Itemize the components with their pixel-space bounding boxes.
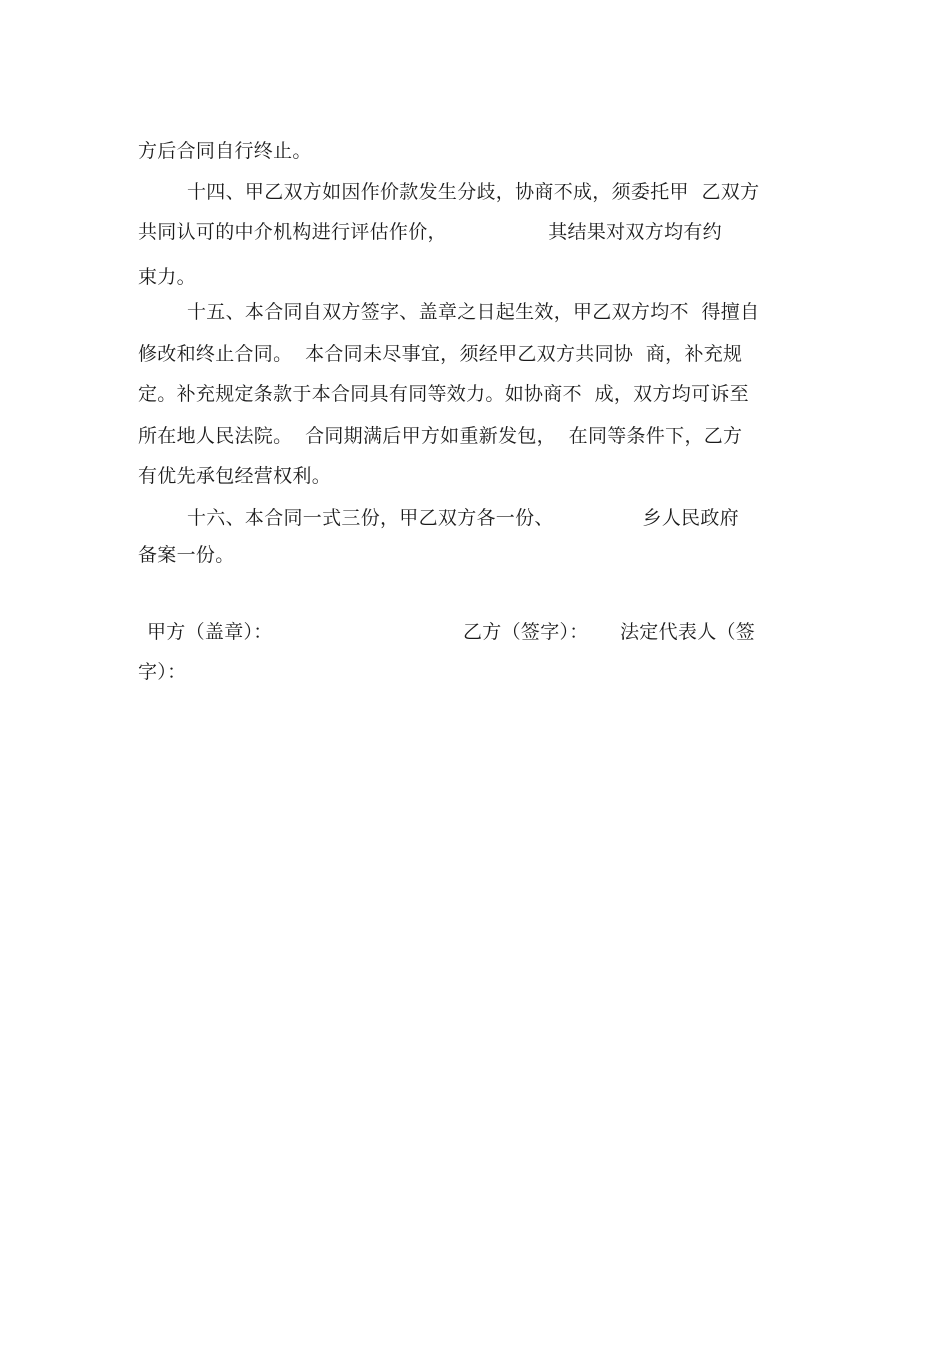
- signature-legal-rep-cont: 字）：: [138, 661, 187, 683]
- clause-14-line-3: 束力。: [138, 266, 196, 288]
- clause-16-line-1: 十六、本合同一式三份，甲乙双方各一份、 乡人民政府: [187, 507, 739, 529]
- clause-14-line-2: 共同认可的中介机构进行评估作价， 其结果对双方均有约: [138, 221, 722, 243]
- text-line-1: 方后合同自行终止。: [138, 140, 312, 162]
- clause-15-line-5: 有优先承包经营权利。: [138, 465, 332, 487]
- signature-party-b: 乙方（签字）：: [463, 621, 589, 643]
- clause-15-line-4: 所在地人民法院。 合同期满后甲方如重新发包， 在同等条件下，乙方: [138, 425, 743, 447]
- clause-16-line-2: 备案一份。: [138, 544, 235, 566]
- clause-15-line-1: 十五、本合同自双方签字、盖章之日起生效，甲乙双方均不 得擅自: [187, 301, 760, 323]
- clause-14-line-1: 十四、甲乙双方如因作价款发生分歧，协商不成，须委托甲 乙双方: [187, 181, 760, 203]
- clause-15-line-2: 修改和终止合同。 本合同未尽事宜，须经甲乙双方共同协 商，补充规: [138, 343, 743, 365]
- clause-15-line-3: 定。补充规定条款于本合同具有同等效力。如协商不 成，双方均可诉至: [138, 383, 749, 405]
- signature-party-a: 甲方（盖章）：: [147, 621, 273, 643]
- signature-legal-rep: 法定代表人（签: [620, 621, 756, 643]
